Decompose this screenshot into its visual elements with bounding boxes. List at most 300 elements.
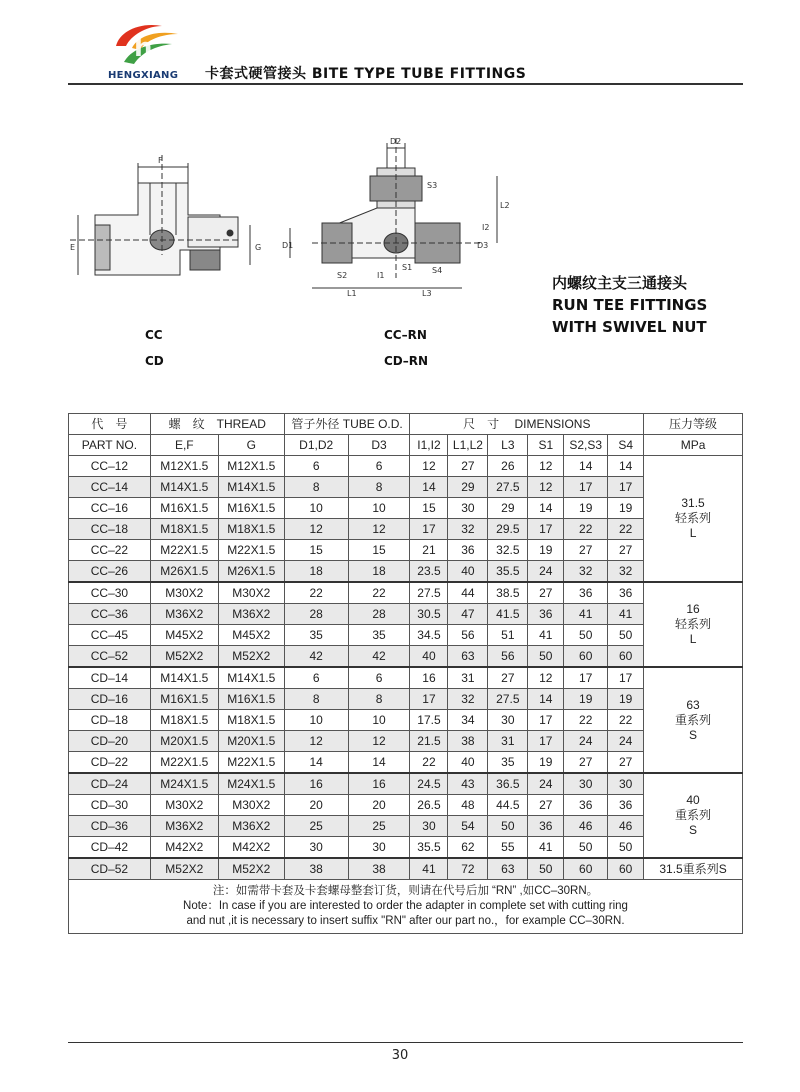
- dim-d3-label: D3: [477, 241, 489, 250]
- table-cell: 40: [410, 646, 448, 668]
- table-cell: 17: [608, 667, 644, 689]
- table-cell: M16X1.5: [150, 689, 218, 710]
- part-number-cell: CC–26: [69, 561, 151, 583]
- table-cell: M20X1.5: [218, 731, 284, 752]
- table-cell: 12: [284, 519, 348, 540]
- table-cell: 6: [348, 456, 410, 477]
- table-row: [69, 646, 743, 668]
- header-col-4: D3: [348, 435, 410, 456]
- table-cell: M20X1.5: [150, 731, 218, 752]
- table-cell: 29: [488, 498, 528, 519]
- table-row: [69, 710, 743, 731]
- table-row: [69, 498, 743, 519]
- table-cell: 28: [284, 604, 348, 625]
- pressure-class-cell: [644, 582, 743, 667]
- table-row: [69, 519, 743, 540]
- table-cell: M16X1.5: [150, 498, 218, 519]
- table-cell: 56: [448, 625, 488, 646]
- table-cell: 20: [284, 795, 348, 816]
- part-number-cell: CD–14: [69, 667, 151, 689]
- table-cell: M52X2: [150, 646, 218, 668]
- table-cell: M30X2: [218, 795, 284, 816]
- table-cell: M24X1.5: [150, 773, 218, 795]
- specification-table: [68, 413, 743, 934]
- table-cell: 36: [448, 540, 488, 561]
- table-cell: 12: [528, 667, 564, 689]
- cc-cd-fitting-drawing: [70, 155, 270, 290]
- pressure-class-cell: [644, 773, 743, 858]
- table-cell: M36X2: [150, 816, 218, 837]
- brand-name: HENGXIANG: [108, 70, 179, 81]
- table-cell: 14: [284, 752, 348, 774]
- table-cell: 6: [284, 456, 348, 477]
- table-cell: 16: [348, 773, 410, 795]
- header-pressure: 压力等级: [644, 414, 743, 435]
- model-label-cd: CD: [145, 354, 164, 368]
- table-cell: 17: [528, 731, 564, 752]
- table-cell: M14X1.5: [150, 477, 218, 498]
- dim-g-label: G: [255, 243, 262, 252]
- table-row: [69, 689, 743, 710]
- table-cell: 30: [488, 710, 528, 731]
- table-row: [69, 795, 743, 816]
- table-cell: 35.5: [410, 837, 448, 859]
- table-cell: 8: [284, 477, 348, 498]
- table-cell: 38: [348, 858, 410, 880]
- table-cell: 22: [608, 519, 644, 540]
- table-cell: 24: [528, 773, 564, 795]
- table-cell: M52X2: [218, 646, 284, 668]
- table-cell: 60: [608, 646, 644, 668]
- pressure-class-cell: [644, 667, 743, 773]
- dim-l3-label: L3: [422, 289, 432, 298]
- table-cell: 16: [410, 667, 448, 689]
- table-row: [69, 604, 743, 625]
- table-cell: 27.5: [488, 689, 528, 710]
- table-cell: 24.5: [410, 773, 448, 795]
- table-cell: 10: [284, 498, 348, 519]
- product-title-en-1: RUN TEE FITTINGS: [552, 296, 708, 314]
- table-cell: 35: [348, 625, 410, 646]
- table-cell: 62: [448, 837, 488, 859]
- table-cell: 55: [488, 837, 528, 859]
- table-cell: 41.5: [488, 604, 528, 625]
- page-number: 30: [391, 1048, 409, 1063]
- note-en-1: Note：In case if you are interested to order the adapter in complete set with cutting ring: [183, 900, 628, 912]
- table-cell: 36: [564, 795, 608, 816]
- table-cell: 31: [488, 731, 528, 752]
- table-cell: 21.5: [410, 731, 448, 752]
- table-cell: 17: [564, 477, 608, 498]
- table-note: [69, 880, 743, 934]
- table-cell: 38: [448, 731, 488, 752]
- table-cell: M16X1.5: [218, 498, 284, 519]
- part-number-cell: CD–18: [69, 710, 151, 731]
- table-row: [69, 625, 743, 646]
- table-cell: 25: [348, 816, 410, 837]
- table-cell: 35: [488, 752, 528, 774]
- dim-s4-label: S4: [432, 266, 443, 275]
- table-cell: 34.5: [410, 625, 448, 646]
- table-cell: 25: [284, 816, 348, 837]
- table-cell: 36: [608, 582, 644, 604]
- table-cell: 27: [528, 582, 564, 604]
- pressure-class-value: 16: [686, 602, 700, 616]
- table-cell: M30X2: [218, 582, 284, 604]
- table-cell: 40: [448, 752, 488, 774]
- table-cell: 16: [284, 773, 348, 795]
- dim-d1-label: D1: [282, 241, 294, 250]
- header-tube-od: 管子外径 TUBE O.D.: [284, 414, 410, 435]
- table-cell: 30: [448, 498, 488, 519]
- part-number-cell: CC–52: [69, 646, 151, 668]
- part-number-cell: CD–20: [69, 731, 151, 752]
- header-col-11: MPa: [644, 435, 743, 456]
- table-cell: 14: [410, 477, 448, 498]
- pressure-class-code: L: [689, 632, 697, 646]
- table-cell: 22: [564, 519, 608, 540]
- table-cell: 17: [528, 710, 564, 731]
- table-cell: 27.5: [410, 582, 448, 604]
- table-cell: 43: [448, 773, 488, 795]
- table-cell: 50: [608, 837, 644, 859]
- table-cell: 15: [284, 540, 348, 561]
- table-cell: 14: [564, 456, 608, 477]
- table-cell: 30: [348, 837, 410, 859]
- table-cell: 34: [448, 710, 488, 731]
- table-cell: 19: [608, 689, 644, 710]
- table-cell: 27.5: [488, 477, 528, 498]
- table-cell: 32: [608, 561, 644, 583]
- table-cell: 47: [448, 604, 488, 625]
- model-label-cd-rn: CD–RN: [384, 354, 429, 368]
- header-col-5: I1,I2: [410, 435, 448, 456]
- header-divider: [68, 83, 743, 85]
- table-cell: M14X1.5: [218, 477, 284, 498]
- table-cell: 46: [608, 816, 644, 837]
- model-label-cc-rn: CC–RN: [384, 328, 427, 342]
- table-cell: 27: [528, 795, 564, 816]
- table-cell: 6: [284, 667, 348, 689]
- table-cell: 30: [410, 816, 448, 837]
- table-cell: 23.5: [410, 561, 448, 583]
- table-cell: 32: [564, 561, 608, 583]
- table-cell: M52X2: [150, 858, 218, 880]
- table-cell: 72: [448, 858, 488, 880]
- table-cell: 24: [528, 561, 564, 583]
- table-cell: 31: [448, 667, 488, 689]
- pressure-class-code: S: [689, 823, 698, 837]
- table-cell: 26.5: [410, 795, 448, 816]
- table-cell: 35: [284, 625, 348, 646]
- table-row: [69, 540, 743, 561]
- table-cell: 12: [348, 731, 410, 752]
- header-col-0: PART NO.: [69, 435, 151, 456]
- part-number-cell: CD–24: [69, 773, 151, 795]
- table-cell: 8: [348, 689, 410, 710]
- table-cell: 17: [564, 667, 608, 689]
- table-cell: 41: [608, 604, 644, 625]
- part-number-cell: CD–22: [69, 752, 151, 774]
- table-cell: 22: [564, 710, 608, 731]
- table-cell: M18X1.5: [150, 519, 218, 540]
- part-number-cell: CC–16: [69, 498, 151, 519]
- header-dimensions: 尺 寸 DIMENSIONS: [410, 414, 644, 435]
- header-col-3: D1,D2: [284, 435, 348, 456]
- header-col-9: S2,S3: [564, 435, 608, 456]
- table-cell: 36: [608, 795, 644, 816]
- pressure-class-series: 重系列: [675, 808, 712, 822]
- product-title-en-2: WITH SWIVEL NUT: [552, 318, 707, 336]
- table-cell: 10: [284, 710, 348, 731]
- table-cell: M16X1.5: [218, 689, 284, 710]
- table-cell: 20: [348, 795, 410, 816]
- table-cell: 12: [284, 731, 348, 752]
- table-cell: M14X1.5: [150, 667, 218, 689]
- table-cell: M30X2: [150, 795, 218, 816]
- table-cell: 60: [564, 858, 608, 880]
- table-cell: 19: [528, 540, 564, 561]
- page-title: 卡套式硬管接头 BITE TYPE TUBE FITTINGS: [205, 66, 527, 82]
- note-en-2: and nut ,it is necessary to insert suffix "RN" after our part no.，for example CC–30RN.: [186, 915, 625, 927]
- table-row: [69, 837, 743, 859]
- part-number-cell: CC–12: [69, 456, 151, 477]
- header-col-6: L1,L2: [448, 435, 488, 456]
- table-cell: M12X1.5: [150, 456, 218, 477]
- table-cell: 42: [348, 646, 410, 668]
- dim-s2-label: S2: [337, 271, 348, 280]
- part-number-cell: CD–16: [69, 689, 151, 710]
- dim-l2-label: L2: [500, 201, 510, 210]
- table-cell: 27: [608, 540, 644, 561]
- table-cell: 50: [564, 625, 608, 646]
- pressure-class-code: L: [689, 526, 697, 540]
- table-cell: M18X1.5: [218, 519, 284, 540]
- dim-l1-label: L1: [347, 289, 357, 298]
- table-note-row: [69, 880, 743, 934]
- table-cell: 56: [488, 646, 528, 668]
- pressure-class-value: 31.5: [681, 496, 705, 510]
- table-cell: 32.5: [488, 540, 528, 561]
- pressure-class-cell: [644, 858, 743, 880]
- table-cell: M36X2: [150, 604, 218, 625]
- table-cell: 18: [348, 561, 410, 583]
- table-cell: 40: [448, 561, 488, 583]
- table-cell: 10: [348, 710, 410, 731]
- pressure-class-series: 轻系列: [675, 511, 712, 525]
- pressure-class-value: 40: [686, 793, 700, 807]
- header-col-1: E,F: [150, 435, 218, 456]
- table-cell: M22X1.5: [150, 540, 218, 561]
- table-row: [69, 858, 743, 880]
- table-cell: 17: [410, 689, 448, 710]
- hengxiang-logo-icon: [112, 18, 182, 70]
- table-cell: M14X1.5: [218, 667, 284, 689]
- table-cell: 27: [608, 752, 644, 774]
- table-cell: 27: [488, 667, 528, 689]
- table-cell: M24X1.5: [218, 773, 284, 795]
- dim-f-label: F: [158, 156, 163, 165]
- part-number-cell: CD–52: [69, 858, 151, 880]
- table-cell: 63: [488, 858, 528, 880]
- table-cell: 22: [348, 582, 410, 604]
- product-title-cn: 内螺纹主支三通接头: [552, 274, 688, 292]
- table-cell: 12: [410, 456, 448, 477]
- header-thread: 螺 纹 THREAD: [150, 414, 284, 435]
- table-cell: 48: [448, 795, 488, 816]
- part-number-cell: CD–30: [69, 795, 151, 816]
- table-cell: 26: [488, 456, 528, 477]
- table-cell: 28: [348, 604, 410, 625]
- table-cell: 19: [528, 752, 564, 774]
- table-header-row-2: [69, 435, 743, 456]
- table-cell: 24: [608, 731, 644, 752]
- table-cell: 30: [608, 773, 644, 795]
- table-cell: 29.5: [488, 519, 528, 540]
- header-col-8: S1: [528, 435, 564, 456]
- note-cn: 注：如需带卡套及卡套螺母整套订货，则请在代号后加 “RN” ,如CC–30RN。: [212, 885, 599, 897]
- part-number-cell: CD–42: [69, 837, 151, 859]
- part-number-cell: CC–30: [69, 582, 151, 604]
- header-code: 代 号: [69, 414, 151, 435]
- table-cell: 50: [488, 816, 528, 837]
- part-number-cell: CC–14: [69, 477, 151, 498]
- table-cell: 17: [528, 519, 564, 540]
- table-cell: 50: [528, 646, 564, 668]
- table-cell: 22: [608, 710, 644, 731]
- table-cell: 41: [410, 858, 448, 880]
- table-cell: 50: [528, 858, 564, 880]
- svg-text:h: h: [134, 33, 153, 63]
- table-cell: M22X1.5: [150, 752, 218, 774]
- header-col-7: L3: [488, 435, 528, 456]
- table-cell: M30X2: [150, 582, 218, 604]
- table-cell: M36X2: [218, 816, 284, 837]
- dim-s3-label: S3: [427, 181, 438, 190]
- table-cell: 63: [448, 646, 488, 668]
- table-row: [69, 816, 743, 837]
- table-cell: 38: [284, 858, 348, 880]
- table-cell: 22: [410, 752, 448, 774]
- pressure-class-series: 轻系列: [675, 617, 712, 631]
- dim-d2-label: D2: [390, 138, 402, 146]
- table-cell: 41: [528, 625, 564, 646]
- table-cell: M45X2: [150, 625, 218, 646]
- table-cell: 41: [564, 604, 608, 625]
- table-cell: 17.5: [410, 710, 448, 731]
- table-cell: M42X2: [218, 837, 284, 859]
- table-cell: 50: [608, 625, 644, 646]
- part-number-cell: CC–22: [69, 540, 151, 561]
- table-cell: 27: [564, 540, 608, 561]
- table-cell: 51: [488, 625, 528, 646]
- dim-i1-label: I1: [377, 271, 385, 280]
- table-cell: 15: [410, 498, 448, 519]
- table-cell: 12: [528, 456, 564, 477]
- table-cell: M18X1.5: [218, 710, 284, 731]
- table-cell: 19: [564, 498, 608, 519]
- table-cell: 21: [410, 540, 448, 561]
- table-cell: 15: [348, 540, 410, 561]
- table-row: [69, 477, 743, 498]
- table-row: [69, 773, 743, 795]
- table-cell: 36.5: [488, 773, 528, 795]
- cc-rn-cd-rn-fitting-drawing: [282, 138, 517, 298]
- table-cell: 17: [410, 519, 448, 540]
- table-cell: 18: [284, 561, 348, 583]
- pressure-class-text: 31.5重系列S: [659, 861, 727, 876]
- model-label-cc: CC: [145, 328, 163, 342]
- table-cell: M22X1.5: [218, 752, 284, 774]
- dim-s1-label: S1: [402, 263, 413, 272]
- table-cell: 32: [448, 689, 488, 710]
- table-cell: 19: [608, 498, 644, 519]
- pressure-class-value: 63: [686, 697, 700, 712]
- dim-i2-label: I2: [482, 223, 490, 232]
- page-header: [0, 0, 800, 90]
- table-cell: 32: [448, 519, 488, 540]
- table-cell: 54: [448, 816, 488, 837]
- table-cell: 8: [284, 689, 348, 710]
- table-cell: 27: [448, 456, 488, 477]
- table-cell: 19: [564, 689, 608, 710]
- table-row: [69, 731, 743, 752]
- footer-divider: [68, 1042, 743, 1043]
- table-cell: M45X2: [218, 625, 284, 646]
- table-cell: 35.5: [488, 561, 528, 583]
- table-cell: M52X2: [218, 858, 284, 880]
- table-cell: M36X2: [218, 604, 284, 625]
- table-cell: 36: [528, 816, 564, 837]
- table-cell: 12: [348, 519, 410, 540]
- table-header-row-1: [69, 414, 743, 435]
- table-cell: 36: [528, 604, 564, 625]
- table-cell: 14: [528, 689, 564, 710]
- table-row: [69, 667, 743, 689]
- table-cell: 36: [564, 582, 608, 604]
- table-cell: 38.5: [488, 582, 528, 604]
- table-cell: 14: [528, 498, 564, 519]
- part-number-cell: CC–18: [69, 519, 151, 540]
- table-cell: 8: [348, 477, 410, 498]
- table-cell: 29: [448, 477, 488, 498]
- table-cell: 14: [348, 752, 410, 774]
- table-cell: 44: [448, 582, 488, 604]
- table-row: [69, 456, 743, 477]
- table-cell: M26X1.5: [218, 561, 284, 583]
- dim-e-label: E: [70, 243, 76, 252]
- table-cell: 17: [608, 477, 644, 498]
- part-number-cell: CC–36: [69, 604, 151, 625]
- table-cell: M22X1.5: [218, 540, 284, 561]
- table-cell: 60: [564, 646, 608, 668]
- product-title: [552, 272, 707, 338]
- table-cell: M42X2: [150, 837, 218, 859]
- header-col-2: G: [218, 435, 284, 456]
- header-col-10: S4: [608, 435, 644, 456]
- table-cell: 41: [528, 837, 564, 859]
- table-cell: 22: [284, 582, 348, 604]
- table-cell: 6: [348, 667, 410, 689]
- table-row: [69, 561, 743, 583]
- table-cell: 50: [564, 837, 608, 859]
- table-cell: 30.5: [410, 604, 448, 625]
- table-cell: 30: [284, 837, 348, 859]
- table-cell: M18X1.5: [150, 710, 218, 731]
- table-cell: 60: [608, 858, 644, 880]
- pressure-class-code: S: [689, 727, 698, 742]
- table-cell: 10: [348, 498, 410, 519]
